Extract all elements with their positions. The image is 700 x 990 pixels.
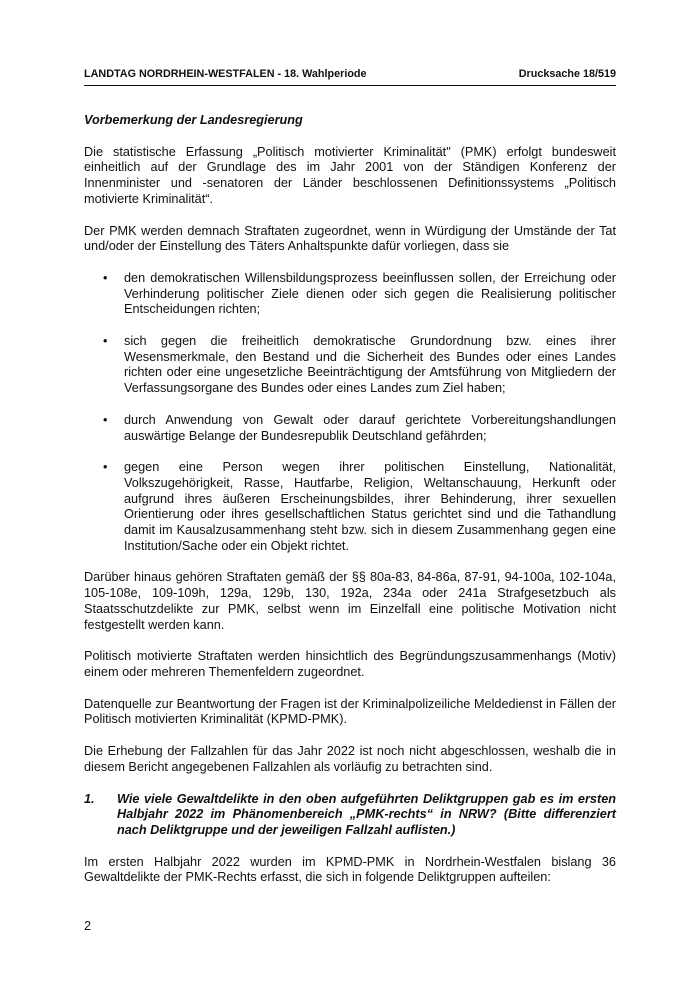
- answer-paragraph: Im ersten Halbjahr 2022 wurden im KPMD-PMK in Nordrhein-Westfalen bislang 36 Gewaltdelikte der PMK-Rechts erfasst, die sich in folgende Deliktgruppen aufteilen:: [84, 854, 616, 885]
- bullet-icon: •: [103, 270, 108, 285]
- list-item: [84, 413, 616, 444]
- list-item-text: durch Anwendung von Gewalt oder darauf gerichtete Vorbereitungshandlungen auswärtige Belange der Bundesrepublik Deutschland gefährden;: [124, 412, 616, 443]
- list-item-text: gegen eine Person wegen ihrer politischen Einstellung, Nationalität, Volkszugehörigkeit, Rasse, Hautfarbe, Religion, Weltanschauung, Herkunft oder aufgrund ihres äußeren Erscheinungsbildes, ihrer Behinderung, ihrer sexuellen Orientierung oder ihres gesellschaftlichen Status gerichtet sind und die Tathandlung damit im Kausalzusammenhang steht bzw. sich in diesem Zusammenhang gegen eine Institution/Sache oder ein Objekt richtet.: [124, 460, 616, 553]
- bullet-icon: •: [103, 412, 108, 427]
- list-item: [84, 271, 616, 318]
- intro-paragraph: Der PMK werden demnach Straftaten zugeordnet, wenn in Würdigung der Umstände der Tat und/oder der Einstellung des Täters Anhaltspunkte dafür vorliegen, dass sie: [84, 223, 616, 254]
- body-paragraph: Die Erhebung der Fallzahlen für das Jahr 2022 ist noch nicht abgeschlossen, weshalb die in diesem Bericht angegebenen Fallzahlen als vorläufig zu betrachten sind.: [84, 744, 616, 774]
- page-header: [84, 68, 616, 86]
- header-parliament: LANDTAG NORDRHEIN-WESTFALEN - 18. Wahlperiode: [84, 68, 367, 80]
- list-item-text: den demokratischen Willensbildungsprozess beeinflussen sollen, der Erreichung oder Verhinderung politischer Ziele dienen oder sich gegen die Realisierung politischer Entscheidungen richten;: [124, 270, 616, 317]
- question-number: 1.: [84, 791, 95, 806]
- body-paragraph: Politisch motivierte Straftaten werden hinsichtlich des Begründungszusammenhangs (Motiv) einem oder mehreren Themenfeldern zugeordnet.: [84, 649, 616, 679]
- bullet-icon: •: [103, 334, 108, 349]
- body-paragraph: Datenquelle zur Beantwortung der Fragen ist der Kriminalpolizeiliche Meldedienst in Fällen der Politisch motivierten Kriminalität (KPMD-PMK).: [84, 696, 616, 727]
- question-text: Wie viele Gewaltdelikte in den oben aufgeführten Deliktgruppen gab es im ersten Halbjahr 2022 im Phänomenbereich „PMK-rechts“ in NRW? (Bitte differenziert nach Deliktgruppe und der jeweiligen Fallzahl auflisten.): [117, 791, 616, 837]
- criteria-list: [84, 271, 616, 555]
- list-item: [84, 460, 616, 554]
- list-item-text: sich gegen die freiheitlich demokratische Grundordnung bzw. eines ihrer Wesensmerkmale, den Bestand und die Sicherheit des Bundes oder eines Landes richten oder eine ungesetzliche Beeinträchtigung der Amtsführung von Mitgliedern der Verfassungsorgane des Bundes oder eines Landes zum Ziel haben;: [124, 334, 616, 396]
- document-body: [84, 113, 616, 902]
- intro-paragraph: Die statistische Erfassung „Politisch motivierter Kriminalität" (PMK) erfolgt bundesweit einheitlich auf der Grundlage des im Jahr 2001 von der Ständigen Konferenz der Innenminister und -senatoren der Länder beschlossenen Definitionssystems „Politisch motivierte Kriminalität“.: [84, 144, 616, 206]
- body-paragraph: Darüber hinaus gehören Straftaten gemäß der §§ 80a-83, 84-86a, 87-91, 94-100a, 102-104a, 105-108e, 109-109h, 129a, 129b, 130, 192a, 234a oder 241a Strafgesetzbuch als Staatsschutzdelikte zur PMK, selbst wenn im Einzelfall eine politische Motivation nicht festgestellt werden kann.: [84, 570, 616, 632]
- section-title: Vorbemerkung der Landesregierung: [84, 113, 303, 127]
- bullet-icon: •: [103, 460, 108, 475]
- header-document-number: Drucksache 18/519: [518, 68, 616, 80]
- question-1: [84, 792, 616, 839]
- page-number: 2: [84, 919, 92, 933]
- list-item: [84, 334, 616, 397]
